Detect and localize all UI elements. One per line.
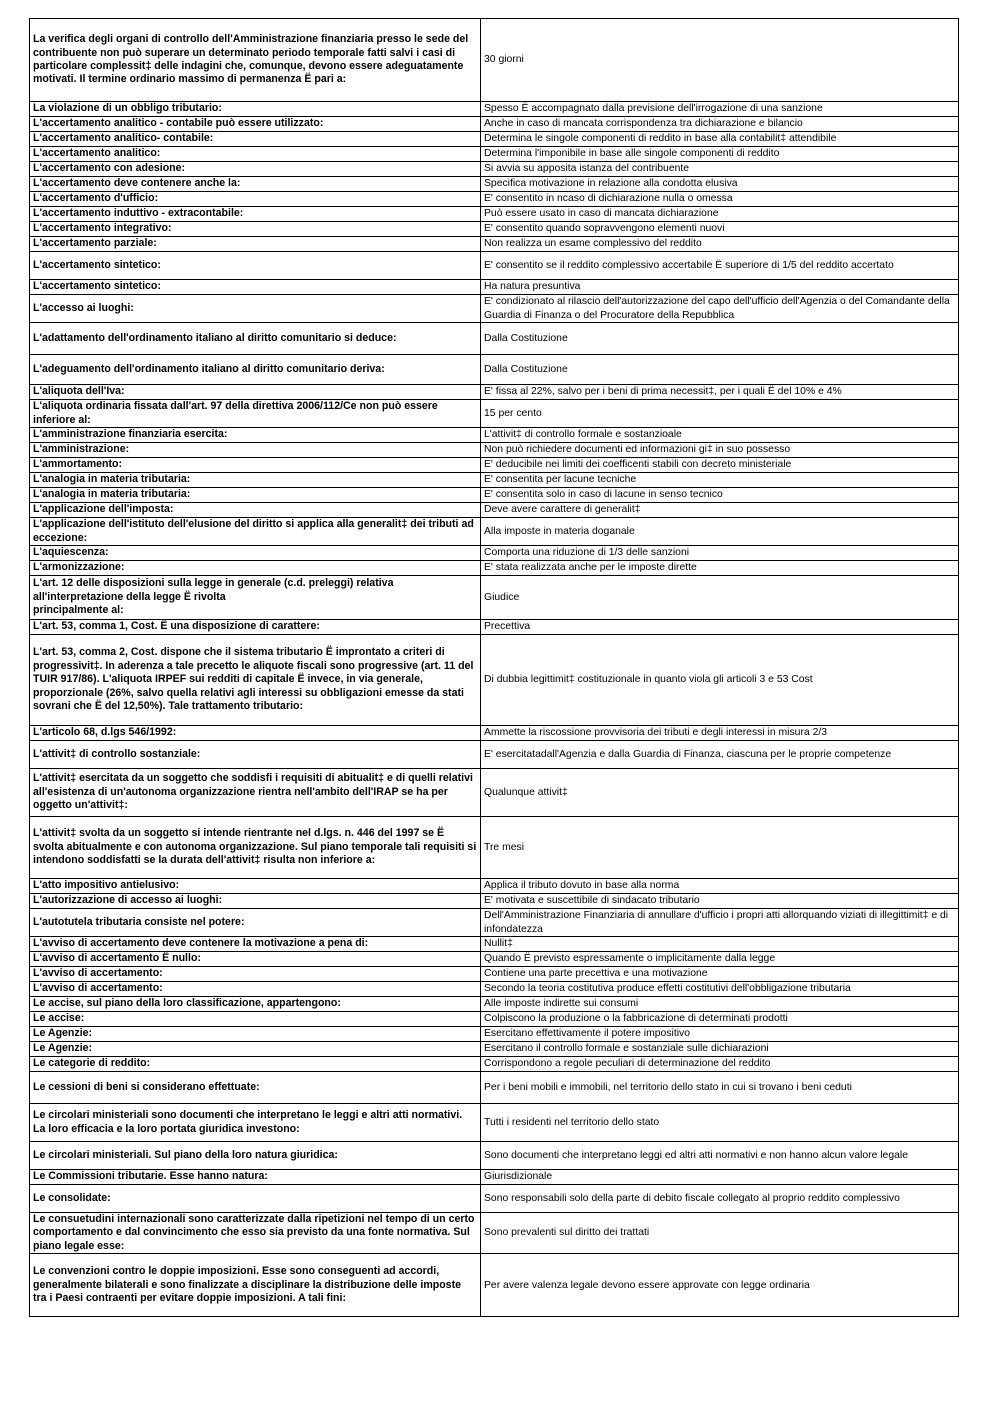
table-row xyxy=(30,1142,959,1170)
question-cell: L'accesso ai luoghi: xyxy=(30,295,481,323)
table-row xyxy=(30,1213,959,1254)
table-row xyxy=(30,997,959,1012)
table-row xyxy=(30,117,959,132)
question-cell: L'accertamento analitico- contabile: xyxy=(30,132,481,147)
table-row xyxy=(30,952,959,967)
table-row xyxy=(30,561,959,576)
question-cell: L'adeguamento dell'ordinamento italiano al diritto comunitario deriva: xyxy=(30,355,481,385)
question-cell: L'avviso di accertamento: xyxy=(30,967,481,982)
question-cell: Le Agenzie: xyxy=(30,1042,481,1057)
question-cell: L'ammortamento: xyxy=(30,458,481,473)
question-cell: L'autotutela tributaria consiste nel potere: xyxy=(30,909,481,937)
question-cell: L'accertamento sintetico: xyxy=(30,280,481,295)
question-cell: L'amministrazione: xyxy=(30,443,481,458)
table-row xyxy=(30,295,959,323)
question-cell: La verifica degli organi di controllo dell'Amministrazione finanziaria presso le sede del contribuente non può superare un determinato periodo temporale fatti salvi i casi di particolare complessit‡ delle indagini che, comunque, devono essere adeguatamente motivati. Il termine ordinario massimo di permanenza Ë pari a: xyxy=(30,19,481,102)
answer-cell: Dell'Amministrazione Finanziaria di annullare d'ufficio i propri atti allorquando viziati di illegittimit‡ e di infondatezza xyxy=(481,909,959,937)
question-cell: L'avviso di accertamento Ë nullo: xyxy=(30,952,481,967)
answer-cell: L'attivit‡ di controllo formale e sostanzioale xyxy=(481,428,959,443)
qa-table-body xyxy=(30,19,959,1317)
answer-cell: Contiene una parte precettiva e una motivazione xyxy=(481,967,959,982)
table-row xyxy=(30,237,959,252)
table-row xyxy=(30,1042,959,1057)
answer-cell: Quando Ë previsto espressamente o implicitamente dalla legge xyxy=(481,952,959,967)
table-row xyxy=(30,503,959,518)
table-row xyxy=(30,1027,959,1042)
answer-cell: Alla imposte in materia doganale xyxy=(481,518,959,546)
answer-cell: Applica il tributo dovuto in base alla norma xyxy=(481,879,959,894)
answer-cell: Anche in caso di mancata corrispondenza tra dichiarazione e bilancio xyxy=(481,117,959,132)
table-row xyxy=(30,428,959,443)
answer-cell: Non può richiedere documenti ed informazioni gi‡ in suo possesso xyxy=(481,443,959,458)
table-row xyxy=(30,635,959,726)
table-row xyxy=(30,1104,959,1142)
table-row xyxy=(30,252,959,280)
answer-cell: Per avere valenza legale devono essere approvate con legge ordinaria xyxy=(481,1254,959,1317)
table-row xyxy=(30,177,959,192)
question-cell: Le Commissioni tributarie. Esse hanno natura: xyxy=(30,1170,481,1185)
question-cell: L'art. 53, comma 2, Cost. dispone che il sistema tributario Ë improntato a criteri di progressivit‡. In aderenza a tale precetto le aliquote fiscali sono progressive (art. 11 del TUIR 917/86). L'aliquota IRPEF sui redditi di capitale Ë invece, in via generale, proporzionale (26%, salvo quella relativi agli interessi su obbligazioni emesse da stati sovrani che Ë del 12,50%). Tale trattamento tributario: xyxy=(30,635,481,726)
question-cell: L'avviso di accertamento deve contenere la motivazione a pena di: xyxy=(30,937,481,952)
table-row xyxy=(30,19,959,102)
table-row xyxy=(30,192,959,207)
table-row xyxy=(30,1185,959,1213)
table-row xyxy=(30,102,959,117)
table-row xyxy=(30,937,959,952)
question-cell: L'articolo 68, d.lgs 546/1992: xyxy=(30,726,481,741)
question-cell: L'applicazione dell'imposta: xyxy=(30,503,481,518)
table-row xyxy=(30,620,959,635)
answer-cell: Specifica motivazione in relazione alla condotta elusiva xyxy=(481,177,959,192)
answer-cell: Comporta una riduzione di 1/3 delle sanzioni xyxy=(481,546,959,561)
answer-cell: E' consentita per lacune tecniche xyxy=(481,473,959,488)
answer-cell: Qualunque attivit‡ xyxy=(481,769,959,817)
question-cell: L'atto impositivo antielusivo: xyxy=(30,879,481,894)
answer-cell: Tre mesi xyxy=(481,817,959,879)
question-cell: Le consolidate: xyxy=(30,1185,481,1213)
question-cell: La violazione di un obbligo tributario: xyxy=(30,102,481,117)
table-row xyxy=(30,894,959,909)
answer-cell: Sono responsabili solo della parte di debito fiscale collegato al proprio reddito complessivo xyxy=(481,1185,959,1213)
table-row xyxy=(30,769,959,817)
answer-cell: E' condizionato al rilascio dell'autorizzazione del capo dell'ufficio dell'Agenzia o del Comandante della Guardia di Finanza o del Procuratore della Repubblica xyxy=(481,295,959,323)
table-row xyxy=(30,400,959,428)
table-row xyxy=(30,741,959,769)
answer-cell: Sono prevalenti sul diritto dei trattati xyxy=(481,1213,959,1254)
answer-cell: Colpiscono la produzione o la fabbricazione di determinati prodotti xyxy=(481,1012,959,1027)
question-cell: Le convenzioni contro le doppie imposizioni. Esse sono conseguenti ad accordi, generalmente bilaterali e sono finalizzate a disciplinare la distribuzione delle imposte tra i Paesi contraenti per evitare doppie imposizioni. A tali fini: xyxy=(30,1254,481,1317)
question-cell: L'accertamento sintetico: xyxy=(30,252,481,280)
table-row xyxy=(30,488,959,503)
table-row xyxy=(30,576,959,620)
table-row xyxy=(30,147,959,162)
question-cell: L'attivit‡ esercitata da un soggetto che soddisfi i requisiti di abitualit‡ e di quelli relativi all'esistenza di un'autonoma organizzazione rientra nell'ambito dell'IRAP se ha per oggetto un'attivit‡: xyxy=(30,769,481,817)
question-cell: L'aliquota dell'Iva: xyxy=(30,385,481,400)
question-cell: Le circolari ministeriali. Sul piano della loro natura giuridica: xyxy=(30,1142,481,1170)
answer-cell: Alle imposte indirette sui consumi xyxy=(481,997,959,1012)
question-cell: L'avviso di accertamento: xyxy=(30,982,481,997)
answer-cell: Determina le singole componenti di reddito in base alla contabilit‡ attendibile xyxy=(481,132,959,147)
question-cell: L'accertamento integrativo: xyxy=(30,222,481,237)
table-row xyxy=(30,385,959,400)
table-row xyxy=(30,967,959,982)
question-cell: L'analogia in materia tributaria: xyxy=(30,473,481,488)
table-row xyxy=(30,518,959,546)
table-row xyxy=(30,1072,959,1104)
question-cell: Le cessioni di beni si considerano effettuate: xyxy=(30,1072,481,1104)
question-cell: L'accertamento induttivo - extracontabile: xyxy=(30,207,481,222)
table-row xyxy=(30,132,959,147)
question-cell: L'armonizzazione: xyxy=(30,561,481,576)
answer-cell: Sono documenti che interpretano leggi ed altri atti normativi e non hanno alcun valore legale xyxy=(481,1142,959,1170)
table-row xyxy=(30,355,959,385)
answer-cell: Ha natura presuntiva xyxy=(481,280,959,295)
question-cell: L'amministrazione finanziaria esercita: xyxy=(30,428,481,443)
table-row xyxy=(30,1057,959,1072)
question-cell: Le Agenzie: xyxy=(30,1027,481,1042)
table-row xyxy=(30,982,959,997)
question-cell: L'accertamento con adesione: xyxy=(30,162,481,177)
table-row xyxy=(30,817,959,879)
table-row xyxy=(30,162,959,177)
answer-cell: 30 giorni xyxy=(481,19,959,102)
answer-cell: Deve avere carattere di generalit‡ xyxy=(481,503,959,518)
question-cell: L'art. 12 delle disposizioni sulla legge in generale (c.d. preleggi) relativa all'interpretazione della legge Ë rivolta principalmente al: xyxy=(30,576,481,620)
answer-cell: E' consentito in ncaso di dichiarazione nulla o omessa xyxy=(481,192,959,207)
answer-cell: Per i beni mobili e immobili, nel territorio dello stato in cui si trovano i beni ceduti xyxy=(481,1072,959,1104)
table-row xyxy=(30,458,959,473)
answer-cell: 15 per cento xyxy=(481,400,959,428)
answer-cell: Secondo la teoria costitutiva produce effetti costitutivi dell'obbligazione tributaria xyxy=(481,982,959,997)
answer-cell: E' motivata e suscettibile di sindacato tributario xyxy=(481,894,959,909)
answer-cell: Di dubbia legittimit‡ costituzionale in quanto viola gli articoli 3 e 53 Cost xyxy=(481,635,959,726)
question-cell: Le categorie di reddito: xyxy=(30,1057,481,1072)
table-row xyxy=(30,473,959,488)
answer-cell: Esercitano il controllo formale e sostanziale sulle dichiarazioni xyxy=(481,1042,959,1057)
question-cell: L'accertamento analitico: xyxy=(30,147,481,162)
question-cell: Le consuetudini internazionali sono caratterizzate dalla ripetizioni nel tempo di un certo comportamento e dal convincimento che esso sia previsto da una fonte normativa. Sul piano legale esse: xyxy=(30,1213,481,1254)
answer-cell: E' esercitatadall'Agenzia e dalla Guardia di Finanza, ciascuna per le proprie competenze xyxy=(481,741,959,769)
question-cell: L'accertamento analitico - contabile può essere utilizzato: xyxy=(30,117,481,132)
answer-cell: Giurisdizionale xyxy=(481,1170,959,1185)
answer-cell: Precettiva xyxy=(481,620,959,635)
question-cell: L'aliquota ordinaria fissata dall'art. 97 della direttiva 2006/112/Ce non può essere inferiore al: xyxy=(30,400,481,428)
answer-cell: E' consentito se il reddito complessivo accertabile Ë superiore di 1/5 del reddito accertato xyxy=(481,252,959,280)
answer-cell: Non realizza un esame complessivo del reddito xyxy=(481,237,959,252)
table-row xyxy=(30,280,959,295)
question-cell: L'accertamento parziale: xyxy=(30,237,481,252)
answer-cell: Determina l'imponibile in base alle singole componenti di reddito xyxy=(481,147,959,162)
question-cell: L'accertamento deve contenere anche la: xyxy=(30,177,481,192)
answer-cell: Spesso Ë accompagnato dalla previsione dell'irrogazione di una sanzione xyxy=(481,102,959,117)
answer-cell: Corrispondono a regole peculiari di determinazione del reddito xyxy=(481,1057,959,1072)
answer-cell: Dalla Costituzione xyxy=(481,323,959,355)
question-cell: L'applicazione dell'istituto dell'elusione del diritto si applica alla generalit‡ dei tributi ad eccezione: xyxy=(30,518,481,546)
table-row xyxy=(30,546,959,561)
table-row xyxy=(30,1170,959,1185)
answer-cell: E' stata realizzata anche per le imposte dirette xyxy=(481,561,959,576)
question-cell: L'accertamento d'ufficio: xyxy=(30,192,481,207)
answer-cell: E' deducibile nei limiti dei coefficenti stabili con decreto ministeriale xyxy=(481,458,959,473)
table-row xyxy=(30,443,959,458)
question-cell: L'attivit‡ svolta da un soggetto si intende rientrante nel d.lgs. n. 446 del 1997 se Ë svolta abitualmente e con autonoma organizzazione. Sul piano temporale tali requisiti si intendono soddisfatti se la durata dell'attivit‡ risulta non inferiore a: xyxy=(30,817,481,879)
table-row xyxy=(30,1254,959,1317)
answer-cell: E' fissa al 22%, salvo per i beni di prima necessit‡, per i quali Ë del 10% e 4% xyxy=(481,385,959,400)
question-cell: L'analogia in materia tributaria: xyxy=(30,488,481,503)
table-row xyxy=(30,726,959,741)
answer-cell: Può essere usato in caso di mancata dichiarazione xyxy=(481,207,959,222)
question-cell: Le accise, sul piano della loro classificazione, appartengono: xyxy=(30,997,481,1012)
answer-cell: Si avvia su apposita istanza del contribuente xyxy=(481,162,959,177)
question-cell: Le circolari ministeriali sono documenti che interpretano le leggi e altri atti normativi. La loro efficacia e la loro portata giuridica investono: xyxy=(30,1104,481,1142)
table-row xyxy=(30,207,959,222)
question-cell: L'attivit‡ di controllo sostanziale: xyxy=(30,741,481,769)
table-row xyxy=(30,879,959,894)
question-cell: L'adattamento dell'ordinamento italiano al diritto comunitario si deduce: xyxy=(30,323,481,355)
qa-table xyxy=(29,18,959,1317)
table-row xyxy=(30,1012,959,1027)
question-cell: L'aquiescenza: xyxy=(30,546,481,561)
question-cell: L'autorizzazione di accesso ai luoghi: xyxy=(30,894,481,909)
answer-cell: E' consentita solo in caso di lacune in senso tecnico xyxy=(481,488,959,503)
table-row xyxy=(30,909,959,937)
table-row xyxy=(30,222,959,237)
answer-cell: E' consentito quando sopravvengono elementi nuovi xyxy=(481,222,959,237)
answer-cell: Tutti i residenti nel territorio dello stato xyxy=(481,1104,959,1142)
answer-cell: Dalla Costituzione xyxy=(481,355,959,385)
question-cell: L'art. 53, comma 1, Cost. Ë una disposizione di carattere: xyxy=(30,620,481,635)
question-cell: Le accise: xyxy=(30,1012,481,1027)
answer-cell: Giudice xyxy=(481,576,959,620)
answer-cell: Ammette la riscossione provvisoria dei tributi e degli interessi in misura 2/3 xyxy=(481,726,959,741)
table-row xyxy=(30,323,959,355)
answer-cell: Nullit‡ xyxy=(481,937,959,952)
answer-cell: Esercitano effettivamente il potere impositivo xyxy=(481,1027,959,1042)
